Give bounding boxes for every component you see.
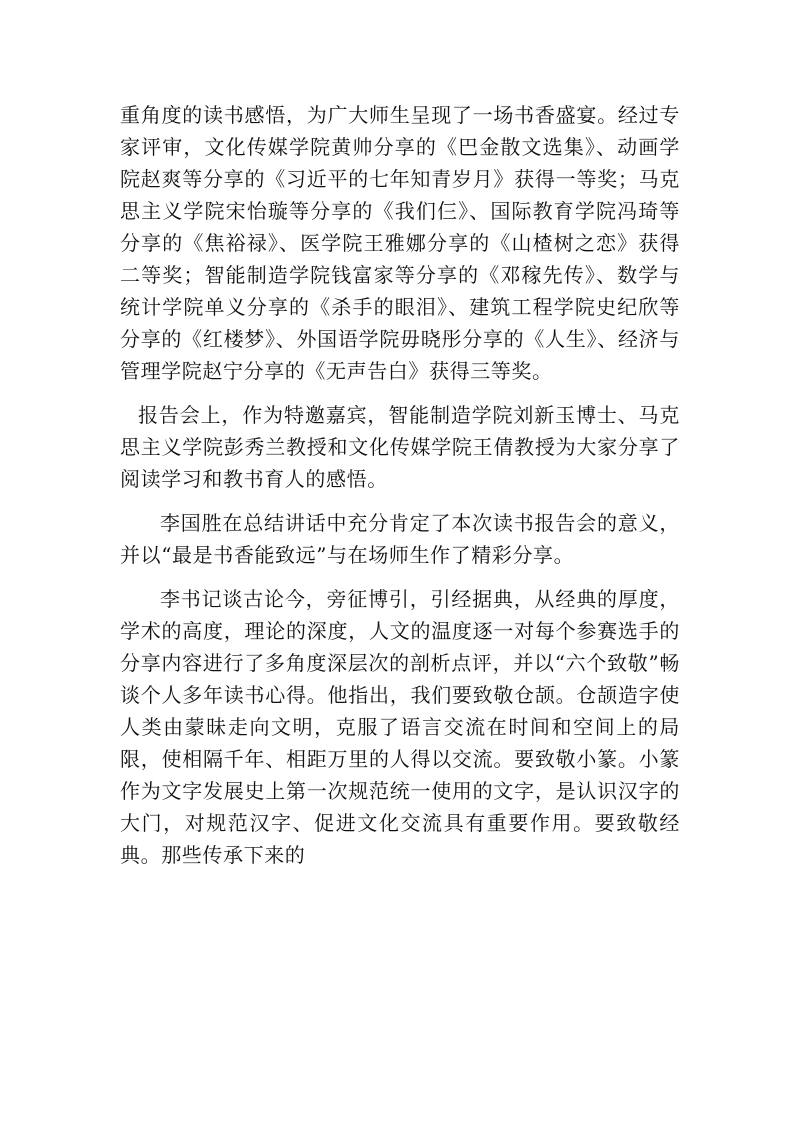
- paragraph-3: 李国胜在总结讲话中充分肯定了本次读书报告会的意义，并以“最是书香能致远”与在场师生作了精彩分享。: [120, 511, 680, 567]
- paragraph-2: 报告会上，作为特邀嘉宾，智能制造学院刘新玉博士、马克思主义学院彭秀兰教授和文化传媒学院王倩教授为大家分享了阅读学习和教书育人的感悟。: [120, 403, 680, 491]
- paragraph-4: 李书记谈古论今，旁征博引，引经据典，从经典的厚度，学术的高度，理论的深度，人文的温度逐一对每个参赛选手的分享内容进行了多角度深层次的剖析点评，并以“六个致敬”畅谈个人多年读书心得。他指出，我们要致敬仓颉。仓颉造字使人类由蒙昧走向文明，克服了语言交流在时间和空间上的局限，使相隔千年、相距万里的人得以交流。要致敬小篆。小篆作为文字发展史上第一次规范统一使用的文字，是认识汉字的大门，对规范汉字、促进文化交流具有重要作用。要致敬经典。那些传承下来的: [120, 587, 680, 867]
- article-body: [120, 99, 680, 871]
- paragraph-1: 重角度的读书感悟，为广大师生呈现了一场书香盛宴。经过专家评审，文化传媒学院黄帅分享的《巴金散文选集》、动画学院赵爽等分享的《习近平的七年知青岁月》获得一等奖；马克思主义学院宋怡璇等分享的《我们仨》、国际教育学院冯琦等分享的《焦裕禄》、医学院王雅娜分享的《山楂树之恋》获得二等奖；智能制造学院钱富家等分享的《邓稼先传》、数学与统计学院单义分享的《杀手的眼泪》、建筑工程学院史纪欣等分享的《红楼梦》、外国语学院毋晓彤分享的《人生》、经济与管理学院赵宁分享的《无声告白》获得三等奖。: [120, 103, 680, 383]
